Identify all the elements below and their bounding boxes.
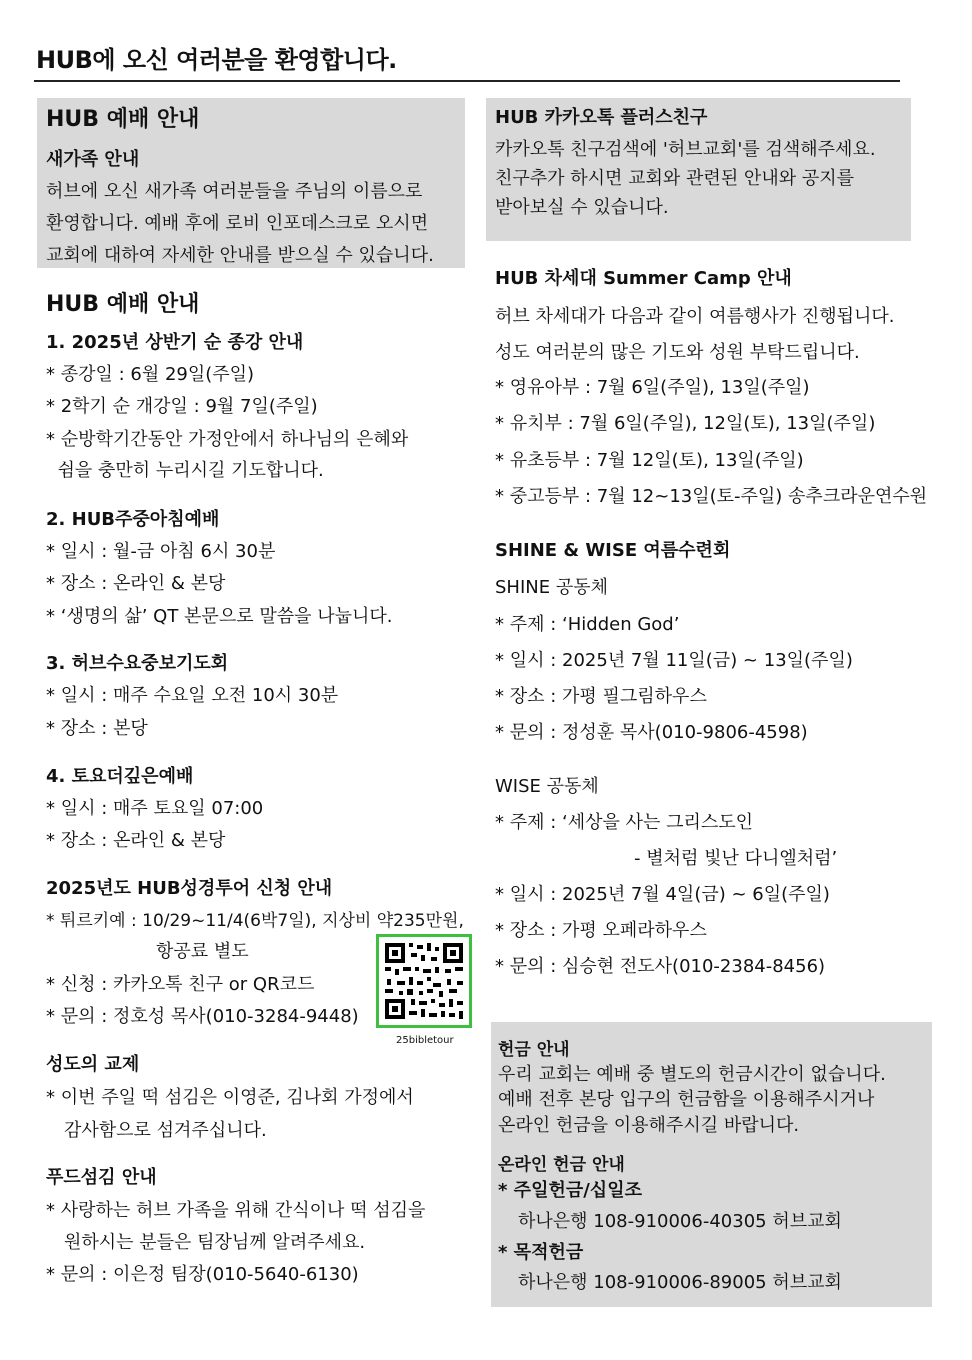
section-4-item: * 일시 : 매주 토요일 07:00	[46, 798, 264, 819]
section-2-item: * 일시 : 월-금 아침 6시 30분	[46, 541, 276, 562]
shine-item: * 장소 : 가평 필그림하우스	[495, 686, 707, 707]
offering-account: 하나은행 108-910006-40305 허브교회	[518, 1211, 842, 1232]
offering-line: 우리 교회는 예배 중 별도의 헌금시간이 없습니다.	[498, 1064, 886, 1085]
camp-heading: HUB 차세대 Summer Camp 안내	[495, 268, 792, 289]
online-offering-heading: 온라인 헌금 안내	[498, 1155, 625, 1175]
offering-line: 온라인 헌금을 이용해주시길 바랍니다.	[498, 1115, 800, 1136]
camp-line: 허브 차세대가 다음과 같이 여름행사가 진행됩니다.	[495, 306, 895, 327]
shine-item: * 문의 : 정성훈 목사(010-9806-4598)	[495, 722, 808, 743]
wise-item: * 주제 : ‘세상을 사는 그리스도인	[495, 812, 754, 833]
tour-airfare-note: 항공료 별도	[156, 941, 249, 962]
camp-line: * 유초등부 : 7월 12일(토), 13일(주일)	[495, 450, 804, 471]
section-1-heading: 1. 2025년 상반기 순 종강 안내	[46, 332, 304, 353]
section-4-heading: 4. 토요더깊은예배	[46, 766, 194, 787]
kakao-line: 친구추가 하시면 교회와 관련된 안내와 공지를	[495, 168, 854, 189]
fellowship-heading: 성도의 교제	[46, 1054, 140, 1075]
wise-item: * 문의 : 심승현 전도사(010-2384-8456)	[495, 956, 826, 977]
wise-label: WISE 공동체	[495, 776, 599, 797]
wise-item: * 일시 : 2025년 7월 4일(금) ~ 6일(주일)	[495, 884, 830, 905]
new-family-line: 교회에 대하여 자세한 안내를 받으실 수 있습니다.	[46, 245, 434, 266]
shine-item: * 주제 : ‘Hidden God’	[495, 614, 680, 635]
camp-line: * 유치부 : 7월 6일(주일), 12일(토), 13일(주일)	[495, 413, 876, 434]
offering-item-label: * 목적헌금	[498, 1242, 584, 1263]
fellowship-line: * 이번 주일 떡 섬김은 이영준, 김나회 가정에서	[46, 1087, 414, 1108]
tour-heading: 2025년도 HUB성경투어 신청 안내	[46, 878, 333, 899]
page-title: HUB에 오신 여러분을 환영합니다.	[36, 46, 397, 74]
section-1-item: * 순방학기간동안 가정안에서 하나님의 은혜와	[46, 429, 409, 450]
offering-item-label: * 주일헌금/십일조	[498, 1180, 642, 1201]
new-family-line: 환영합니다. 예배 후에 로비 인포데스크로 오시면	[46, 213, 429, 234]
food-line: * 사랑하는 허브 가족을 위해 간식이나 떡 섬김을	[46, 1200, 426, 1221]
kakao-line: 카카오톡 친구검색에 '허브교회'를 검색해주세요.	[495, 139, 876, 160]
worship-heading: HUB 예배 안내	[46, 292, 200, 317]
offering-account: 하나은행 108-910006-89005 허브교회	[518, 1272, 842, 1293]
shine-label: SHINE 공동체	[495, 577, 608, 598]
food-contact: * 문의 : 이은정 팀장(010-5640-6130)	[46, 1264, 359, 1285]
tour-contact: * 문의 : 정호성 목사(010-3284-9448)	[46, 1006, 359, 1027]
section-3-heading: 3. 허브수요중보기도회	[46, 653, 229, 674]
kakao-line: 받아보실 수 있습니다.	[495, 197, 669, 218]
camp-line: 성도 여러분의 많은 기도와 성원 부탁드립니다.	[495, 342, 860, 363]
section-1-item: 쉼을 충만히 누리시길 기도합니다.	[46, 460, 324, 481]
section-4-item: * 장소 : 온라인 & 본당	[46, 830, 226, 851]
section-2-item: * ‘생명의 삶’ QT 본문으로 말씀을 나눕니다.	[46, 606, 393, 627]
offering-line: 예배 전후 본당 입구의 헌금함을 이용해주시거나	[498, 1089, 875, 1110]
section-1-item: * 2학기 순 개강일 : 9월 7일(주일)	[46, 396, 318, 417]
title-divider	[34, 80, 900, 82]
section-2-item: * 장소 : 온라인 & 본당	[46, 573, 226, 594]
camp-line: * 영유아부 : 7월 6일(주일), 13일(주일)	[495, 377, 810, 398]
food-line: 원하시는 분들은 팀장님께 알려주세요.	[64, 1232, 366, 1253]
new-family-line: 허브에 오신 새가족 여러분들을 주님의 이름으로	[46, 181, 423, 202]
food-heading: 푸드섬김 안내	[46, 1167, 157, 1188]
wise-item: * 장소 : 가평 오페라하우스	[495, 920, 707, 941]
wise-item: - 별처럼 빛난 다니엘처럼’	[634, 848, 838, 869]
tour-destination: * 튀르키예 : 10/29~11/4(6박7일), 지상비 약235만원,	[46, 911, 464, 931]
qr-code-icon	[379, 937, 469, 1025]
section-3-item: * 일시 : 매주 수요일 오전 10시 30분	[46, 685, 339, 706]
fellowship-line: 감사함으로 섬겨주십니다.	[64, 1120, 267, 1141]
kakao-heading: HUB 카카오톡 플러스친구	[495, 107, 708, 128]
section-3-item: * 장소 : 본당	[46, 718, 148, 739]
qr-caption: 25bibletour	[396, 1035, 454, 1046]
retreat-heading: SHINE & WISE 여름수련회	[495, 540, 731, 561]
new-family-heading: 새가족 안내	[46, 149, 140, 170]
section-2-heading: 2. HUB주중아침예배	[46, 509, 220, 530]
shine-item: * 일시 : 2025년 7월 11일(금) ~ 13일(주일)	[495, 650, 853, 671]
offering-heading: 헌금 안내	[498, 1040, 570, 1060]
camp-line: * 중고등부 : 7월 12~13일(토-주일) 송추크라운연수원	[495, 486, 928, 507]
welcome-box-heading: HUB 예배 안내	[46, 107, 200, 132]
tour-apply: * 신청 : 카카오톡 친구 or QR코드	[46, 974, 315, 995]
section-1-item: * 종강일 : 6월 29일(주일)	[46, 364, 255, 385]
qr-code[interactable]	[376, 934, 472, 1028]
